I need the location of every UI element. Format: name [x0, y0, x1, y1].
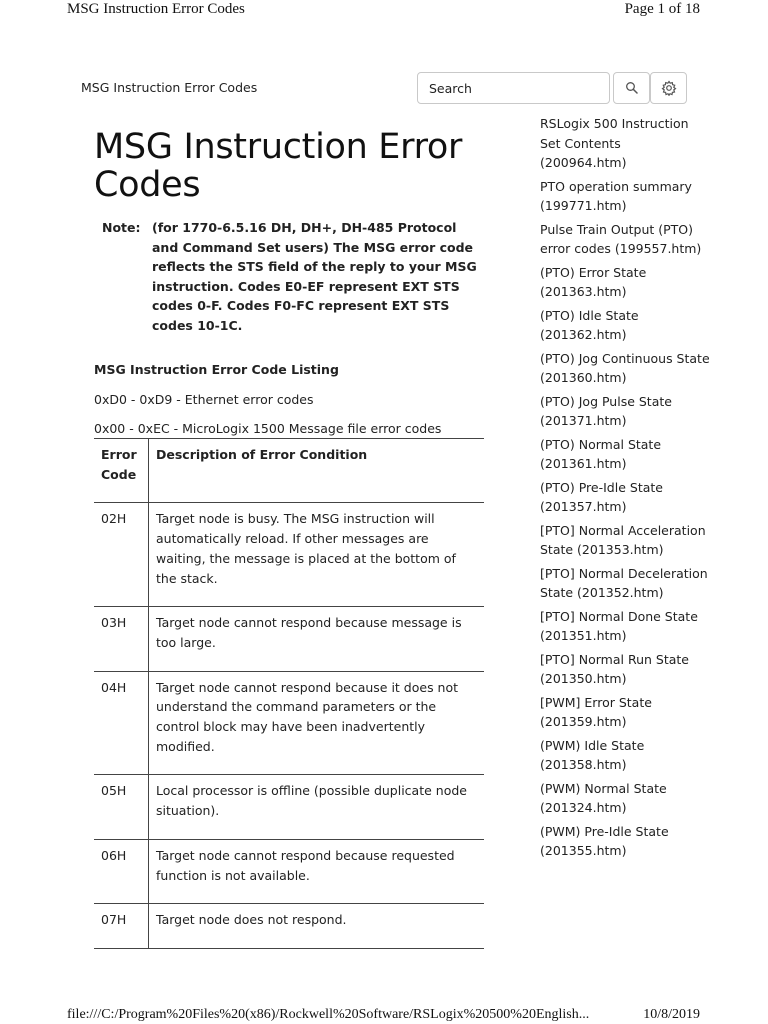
toc-link[interactable]: (PTO) Error State (201363.htm) — [540, 264, 647, 299]
error-description-cell: Target node cannot respond because message is too large. — [149, 607, 485, 671]
error-description-cell: Target node is busy. The MSG instruction will automatically reload. If other messages are waiting, the message is placed at the bottom of the stack. — [149, 503, 485, 607]
related-topics-list — [540, 114, 710, 865]
toc-link[interactable]: (PWM) Pre-Idle State (201355.htm) — [540, 823, 669, 858]
search-button[interactable] — [613, 72, 650, 104]
toc-link[interactable]: (PTO) Pre-Idle State (201357.htm) — [540, 479, 663, 514]
table-row — [94, 503, 484, 607]
toc-link[interactable]: [PTO] Normal Deceleration State (201352.htm) — [540, 565, 708, 600]
print-header-page: Page 1 of 18 — [624, 1, 700, 17]
toc-link[interactable]: (PWM) Idle State (201358.htm) — [540, 737, 645, 772]
print-footer-path: file:///C:/Program%20Files%20(x86)/Rockwell%20Software/RSLogix%20500%20English... — [67, 1007, 590, 1022]
table-row — [94, 607, 484, 671]
error-code-table — [94, 438, 484, 949]
toc-link[interactable]: (PTO) Idle State (201362.htm) — [540, 307, 639, 342]
search-icon — [625, 81, 639, 95]
error-code-cell: 07H — [94, 904, 149, 949]
error-description-cell: Local processor is offline (possible duplicate node situation). — [149, 775, 485, 839]
toc-link[interactable]: [PTO] Normal Done State (201351.htm) — [540, 608, 698, 643]
toc-link[interactable]: PTO operation summary (199771.htm) — [540, 178, 692, 213]
toc-link[interactable]: (PWM) Normal State (201324.htm) — [540, 780, 667, 815]
table-row — [94, 671, 484, 775]
toc-link[interactable]: Pulse Train Output (PTO) error codes (199557.htm) — [540, 221, 702, 256]
error-code-cell: 02H — [94, 503, 149, 607]
app-title: MSG Instruction Error Codes — [81, 80, 258, 95]
toc-link[interactable]: [PTO] Normal Run State (201350.htm) — [540, 651, 689, 686]
header-description: Description of Error Condition — [149, 439, 485, 503]
print-footer-date: 10/8/2019 — [643, 1007, 700, 1022]
print-header — [67, 0, 700, 18]
note — [102, 218, 484, 335]
table-row — [94, 775, 484, 839]
section-heading: MSG Instruction Error Code Listing — [94, 362, 339, 377]
print-footer — [67, 1006, 700, 1024]
main-content — [94, 128, 484, 438]
error-code-cell: 04H — [94, 671, 149, 775]
page-title: MSG Instruction Error Codes — [94, 127, 463, 205]
error-description-cell: Target node does not respond. — [149, 904, 485, 949]
table-header-row — [94, 439, 484, 503]
ethernet-codes-line: 0xD0 - 0xD9 - Ethernet error codes — [94, 392, 314, 407]
table-row — [94, 904, 484, 949]
note-label: Note: — [102, 220, 141, 235]
error-code-cell: 05H — [94, 775, 149, 839]
micrologix-codes-line: 0x00 - 0xEC - MicroLogix 1500 Message file error codes — [94, 421, 442, 436]
error-code-cell: 06H — [94, 839, 149, 903]
table-row — [94, 839, 484, 903]
settings-button[interactable] — [650, 72, 687, 104]
error-description-cell: Target node cannot respond because it does not understand the command parameters or the control block may have been inadvertently modified. — [149, 671, 485, 775]
toc-link[interactable]: (PTO) Jog Continuous State (201360.htm) — [540, 350, 710, 385]
toc-link[interactable]: RSLogix 500 Instruction Set Contents (200964.htm) — [540, 116, 689, 170]
toc-link[interactable]: [PWM] Error State (201359.htm) — [540, 694, 652, 729]
error-description-cell: Target node cannot respond because requested function is not available. — [149, 839, 485, 903]
error-code-cell: 03H — [94, 607, 149, 671]
toc-link[interactable]: (PTO) Normal State (201361.htm) — [540, 436, 662, 471]
toc-link[interactable]: (PTO) Jog Pulse State (201371.htm) — [540, 393, 672, 428]
topbar — [81, 72, 687, 106]
toc-link[interactable]: [PTO] Normal Acceleration State (201353.htm) — [540, 522, 706, 557]
note-text: (for 1770-6.5.16 DH, DH+, DH-485 Protocol and Command Set users) The MSG error code reflects the STS field of the reply to your MSG instruction. Codes E0-EF represent EXT STS codes 0-F. Codes F0-FC represent EXT STS codes 10-1C. — [152, 220, 477, 333]
search-input[interactable] — [417, 72, 610, 104]
gear-icon — [661, 80, 677, 96]
header-error-code: Error Code — [94, 439, 149, 503]
print-header-title: MSG Instruction Error Codes — [67, 1, 245, 17]
